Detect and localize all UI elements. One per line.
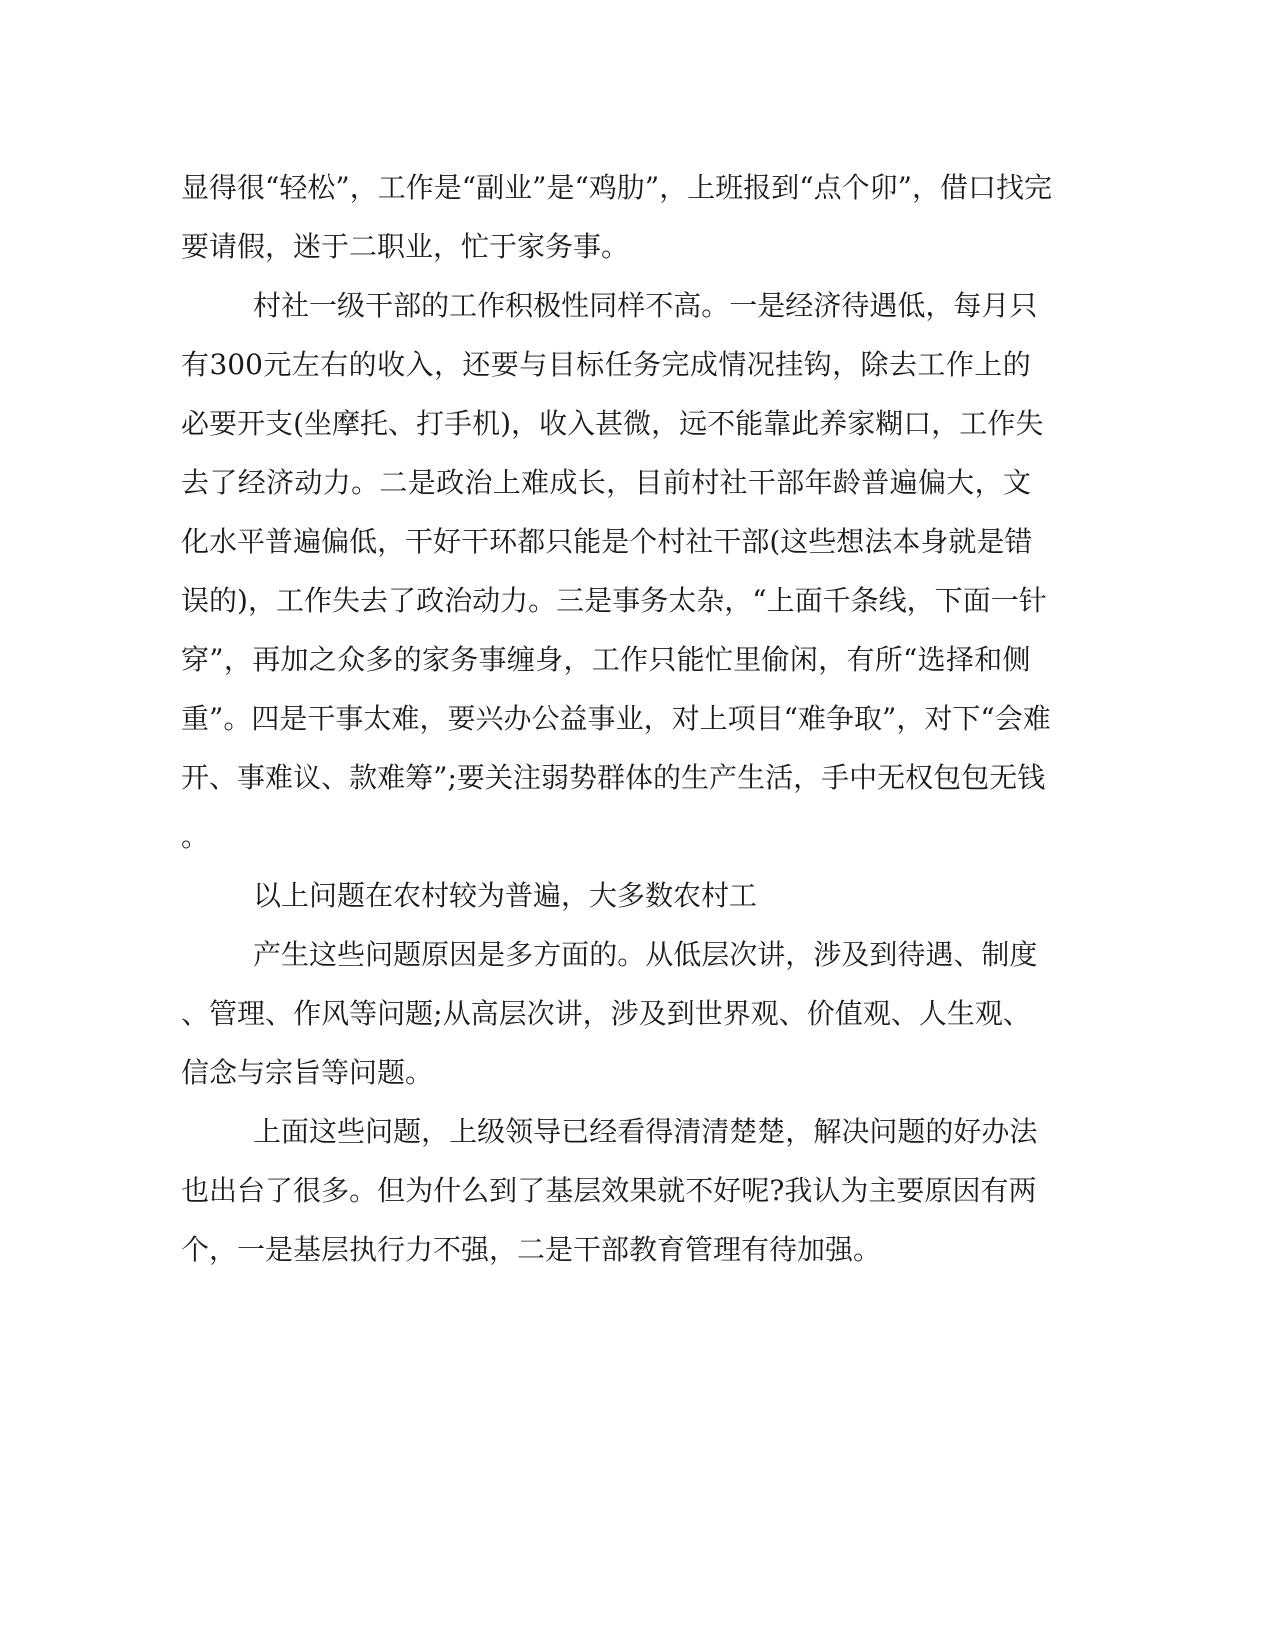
- text-line: 必 要 开 支 ( 坐 摩 托 、 打 手 机 ) ， 收 入 甚 微 ， 远 不 能 靠 此 养 家 糊 口 ， 工 作 失: [181, 407, 1044, 440]
- text-line: 村 社 一 级 干 部 的 工 作 积 极 性 同 样 不 高 。 一 是 经 济 待 遇 低 ， 每 月 只: [253, 289, 1038, 322]
- text-line: 开 、 事 难 议 、 款 难 筹 ” ; 要 关 注 弱 势 群 体 的 生 产 生 活 ， 手 中 无 权 包 包 无 钱: [181, 761, 1046, 794]
- text-line: 化 水 平 普 遍 偏 低 ， 干 好 干 环 都 只 能 是 个 村 社 干 部 ( 这 些 想 法 本 身 就 是 错: [181, 525, 1033, 558]
- text-line: 误 的 ) ， 工 作 失 去 了 政 治 动 力 。 三 是 事 务 太 杂 ， “ 上 面 千 条 线 ， 下 面 一 针: [181, 584, 1047, 617]
- text-line: 个，一是基层执行力不强，二是干部教育管理有待加强。: [181, 1233, 882, 1266]
- text-line: 穿 ” ， 再 加 之 众 多 的 家 务 事 缠 身 ， 工 作 只 能 忙 里 偷 闲 ， 有 所 “ 选 择 和 侧: [181, 643, 1031, 676]
- text-line: 、 管 理 、 作 风 等 问 题 ; 从 高 层 次 讲 ， 涉 及 到 世 界 观 、 价 值 观 、 人 生 观 、: [181, 997, 1031, 1030]
- text-line: 重 ” 。 四 是 干 事 太 难 ， 要 兴 办 公 益 事 业 ， 对 上 项 目 “ 难 争 取 ” ， 对 下 “ 会 难: [181, 702, 1051, 735]
- text-line: 信念与宗旨等问题。: [181, 1056, 434, 1089]
- document-body: [181, 158, 1053, 1279]
- text-line: 去 了 经 济 动 力 。 二 是 政 治 上 难 成 长 ， 目 前 村 社 干 部 年 龄 普 遍 偏 大 ， 文: [181, 466, 1031, 499]
- text-line: 产 生 这 些 问 题 原 因 是 多 方 面 的 。 从 低 层 次 讲 ， 涉 及 到 待 遇 、 制 度: [253, 938, 1038, 971]
- text-line: 显 得 很 “ 轻 松 ” ， 工 作 是 “ 副 业 ” 是 “ 鸡 肋 ” ， 上 班 报 到 “ 点 个 卯 ” ， 借 口 找 完: [181, 171, 1053, 204]
- text-line: 也 出 台 了 很 多 。 但 为 什 么 到 了 基 层 效 果 就 不 好 呢 ? 我 认 为 主 要 原 因 有 两: [181, 1174, 1037, 1207]
- text-line: 。: [181, 820, 210, 853]
- text-line: 要请假，迷于二职业，忙于家务事。: [181, 230, 630, 263]
- text-line: 以上问题在农村较为普遍，大多数农村工: [253, 879, 758, 912]
- text-line: 有 300 元 左 右 的 收 入 ， 还 要 与 目 标 任 务 完 成 情 况 挂 钩 ， 除 去 工 作 上 的: [181, 348, 1031, 381]
- text-line: 上 面 这 些 问 题 ， 上 级 领 导 已 经 看 得 清 清 楚 楚 ， 解 决 问 题 的 好 办 法: [253, 1115, 1038, 1148]
